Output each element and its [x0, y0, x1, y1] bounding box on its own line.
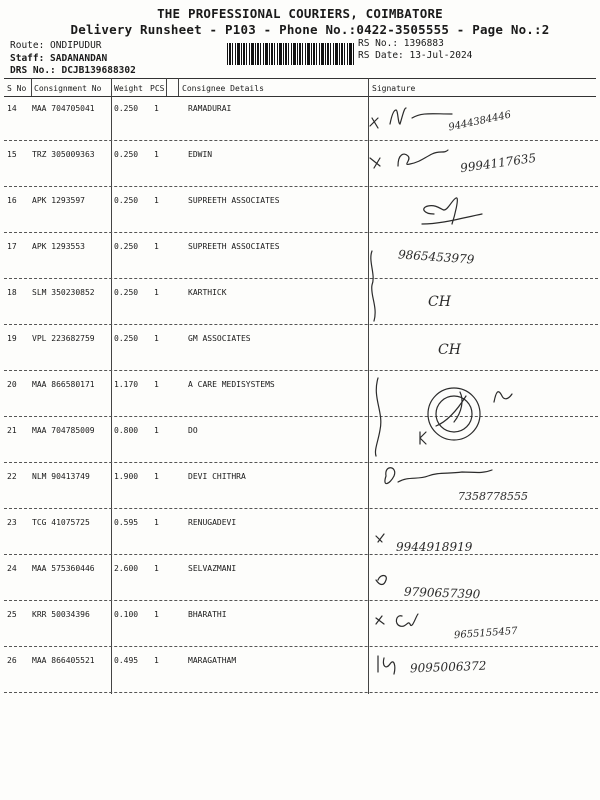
- column-divider: [178, 78, 179, 96]
- row-sno: 14: [7, 104, 17, 113]
- row-pcs: 1: [154, 472, 159, 481]
- handwritten-phone: 9994117635: [459, 150, 537, 176]
- row-pcs: 1: [154, 426, 159, 435]
- row-consignee: DEVI CHITHRA: [188, 472, 246, 481]
- column-header-details: Consignee Details: [182, 84, 264, 93]
- row-sno: 16: [7, 196, 17, 205]
- row-weight: 0.250: [114, 334, 139, 343]
- row-weight: 0.250: [114, 288, 139, 297]
- runsheet-meta-left: [10, 40, 136, 78]
- row-consignee: A CARE MEDISYSTEMS: [188, 380, 275, 389]
- row-pcs: 1: [154, 104, 159, 113]
- row-pcs: 1: [154, 518, 159, 527]
- drs-number: DRS No.: DCJB139688302: [10, 65, 136, 76]
- runsheet-subtitle: Delivery Runsheet - P103 - Phone No.:0422-3505555 - Page No.:2: [70, 22, 550, 37]
- rs-number: RS No.: 1396883: [358, 38, 444, 49]
- column-header-weight: Weight: [114, 84, 143, 93]
- rs-date: RS Date: 13-Jul-2024: [358, 50, 473, 61]
- row-consignment-number: NLM 90413749: [32, 472, 90, 481]
- company-title: THE PROFESSIONAL COURIERS, COIMBATORE: [157, 6, 443, 21]
- row-weight: 0.495: [114, 656, 139, 665]
- row-pcs: 1: [154, 380, 159, 389]
- handwritten-phone: 7358778555: [458, 490, 528, 503]
- row-consignee: SUPREETH ASSOCIATES: [188, 196, 280, 205]
- row-weight: 0.250: [114, 242, 139, 251]
- row-pcs: 1: [154, 656, 159, 665]
- row-consignment-number: KRR 50034396: [32, 610, 90, 619]
- row-weight: 0.250: [114, 196, 139, 205]
- row-pcs: 1: [154, 288, 159, 297]
- handwritten-phone: 9790657390: [403, 584, 481, 602]
- row-consignee: RENUGADEVI: [188, 518, 237, 527]
- row-consignee: EDWIN: [188, 150, 213, 159]
- row-consignment-number: APK 1293597: [32, 196, 85, 205]
- row-sno: 23: [7, 518, 17, 527]
- row-sno: 17: [7, 242, 17, 251]
- route-text: Route: ONDIPUDUR: [10, 40, 102, 51]
- column-divider: [166, 78, 167, 96]
- row-consignment-number: APK 1293553: [32, 242, 85, 251]
- row-sno: 26: [7, 656, 17, 665]
- row-consignee: BHARATHI: [188, 610, 227, 619]
- row-sno: 22: [7, 472, 17, 481]
- row-sno: 18: [7, 288, 17, 297]
- row-sno: 24: [7, 564, 17, 573]
- row-pcs: 1: [154, 242, 159, 251]
- row-consignee: SELVAZMANI: [188, 564, 237, 573]
- row-consignee: DO: [188, 426, 198, 435]
- signature-scribbles: [362, 96, 594, 696]
- barcode-icon: [227, 43, 355, 65]
- row-sno: 19: [7, 334, 17, 343]
- row-consignee: GM ASSOCIATES: [188, 334, 251, 343]
- row-consignment-number: SLM 350230852: [32, 288, 95, 297]
- row-consignment-number: MAA 866405521: [32, 656, 95, 665]
- handwritten-phone: 9944918919: [396, 540, 473, 554]
- column-header-consignment: Consignment No: [34, 84, 102, 93]
- row-pcs: 1: [154, 610, 159, 619]
- row-consignment-number: MAA 704785009: [32, 426, 95, 435]
- row-weight: 1.900: [114, 472, 139, 481]
- column-header-pcs: PCS: [150, 84, 165, 93]
- row-sno: 20: [7, 380, 17, 389]
- row-pcs: 1: [154, 564, 159, 573]
- row-weight: 0.100: [114, 610, 139, 619]
- row-pcs: 1: [154, 150, 159, 159]
- column-header-signature: Signature: [372, 84, 416, 93]
- row-consignee: KARTHICK: [188, 288, 227, 297]
- row-consignment-number: VPL 223682759: [32, 334, 95, 343]
- row-weight: 2.600: [114, 564, 139, 573]
- row-consignee: SUPREETH ASSOCIATES: [188, 242, 280, 251]
- column-divider: [31, 78, 32, 96]
- row-sno: 21: [7, 426, 17, 435]
- row-weight: 0.250: [114, 150, 139, 159]
- row-consignment-number: MAA 575360446: [32, 564, 95, 573]
- row-pcs: 1: [154, 196, 159, 205]
- row-consignment-number: MAA 704705041: [32, 104, 95, 113]
- handwritten-phone: 9655155457: [453, 625, 518, 642]
- row-consignee: MARAGATHAM: [188, 656, 237, 665]
- row-consignee: RAMADURAI: [188, 104, 232, 113]
- row-consignment-number: TCG 41075725: [32, 518, 90, 527]
- handwritten-initials: CH: [428, 294, 451, 310]
- column-header-sno: S No: [7, 84, 27, 93]
- runsheet-meta-right: [358, 38, 472, 62]
- handwritten-phone: 9095006372: [409, 658, 487, 676]
- row-sno: 25: [7, 610, 17, 619]
- handwritten-initials: CH: [438, 342, 461, 358]
- handwritten-phone: 9444384446: [447, 109, 513, 134]
- row-consignment-number: TRZ 305009363: [32, 150, 95, 159]
- row-sno: 15: [7, 150, 17, 159]
- row-weight: 0.595: [114, 518, 139, 527]
- row-weight: 1.170: [114, 380, 139, 389]
- row-consignment-number: MAA 866580171: [32, 380, 95, 389]
- row-pcs: 1: [154, 334, 159, 343]
- row-weight: 0.800: [114, 426, 139, 435]
- staff-text: Staff: SADANANDAN: [10, 52, 108, 64]
- header-top-rule: [4, 78, 596, 79]
- row-weight: 0.250: [114, 104, 139, 113]
- handwritten-phone: 9865453979: [397, 247, 475, 267]
